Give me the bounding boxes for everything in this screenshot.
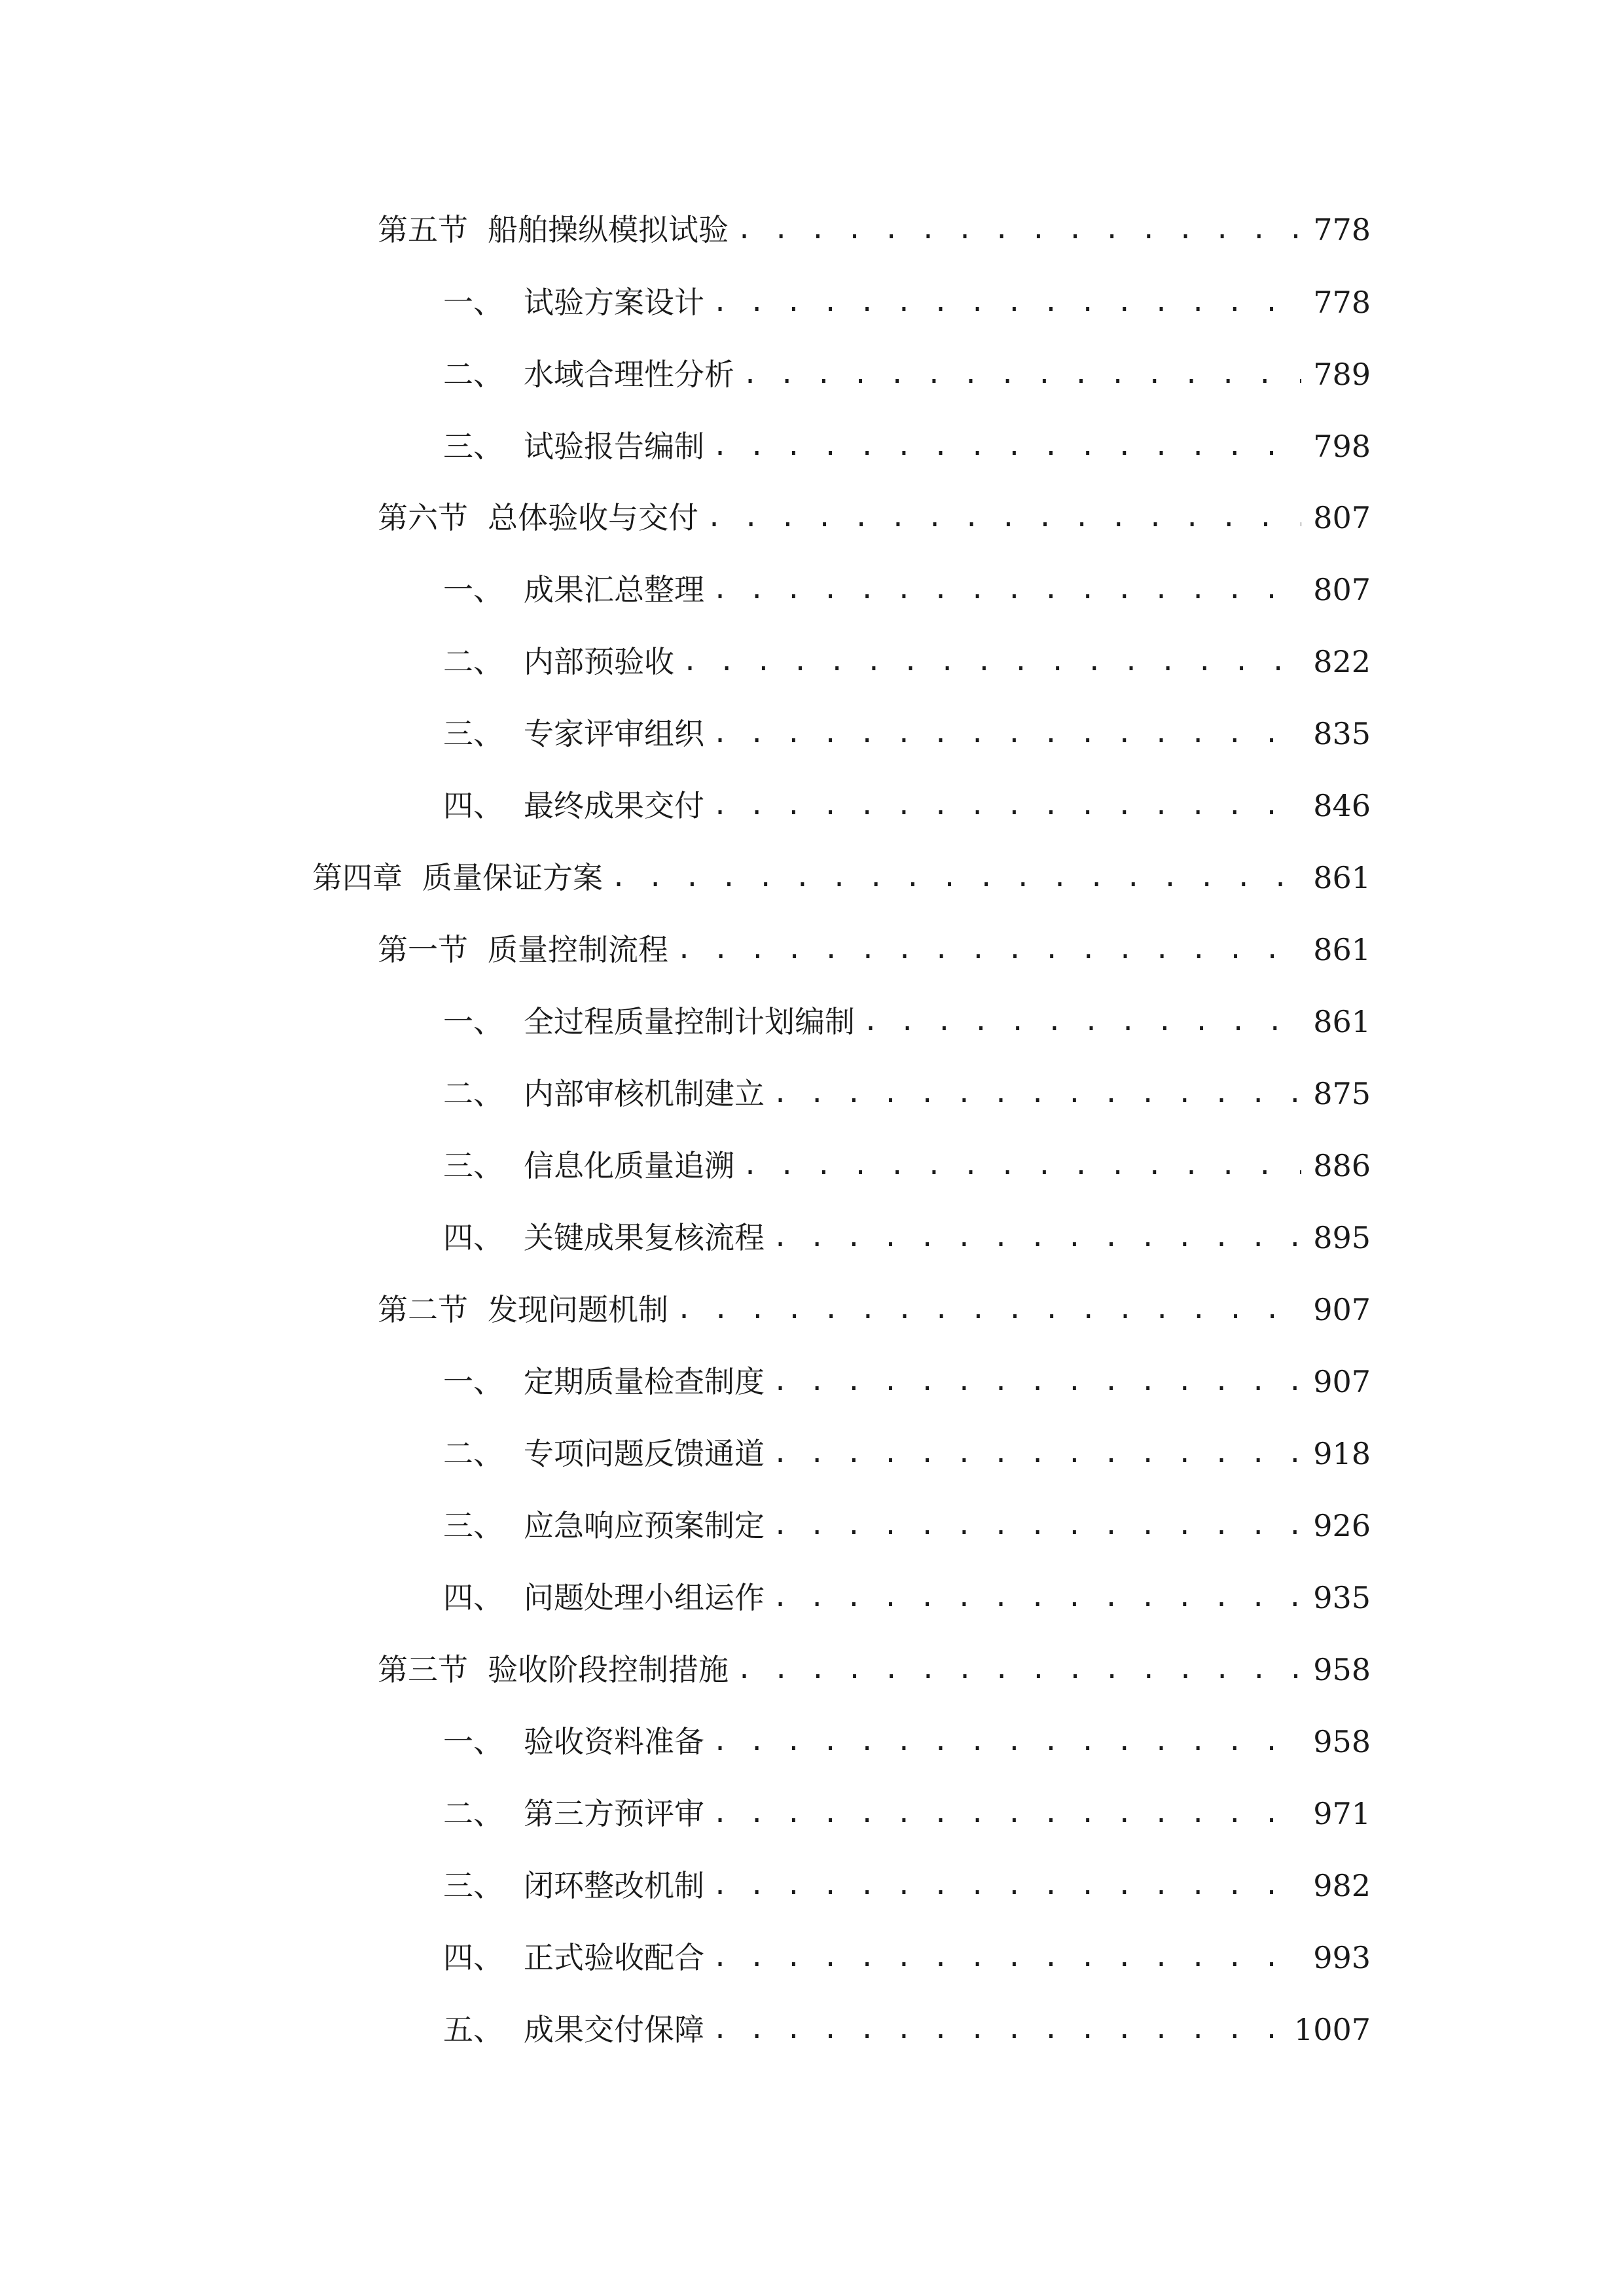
toc-entry-title: 应急响应预案制定	[524, 1508, 765, 1543]
toc-entry[interactable]	[443, 351, 1371, 397]
toc-entry[interactable]	[443, 423, 1371, 469]
toc-entry-page: 861	[1313, 1004, 1371, 1039]
toc-entry-page: 798	[1313, 429, 1371, 464]
toc-entry-page: 993	[1313, 1940, 1371, 1975]
toc-entry[interactable]	[443, 279, 1371, 325]
toc-entry-page: 875	[1313, 1076, 1371, 1111]
toc-entry[interactable]	[443, 1719, 1371, 1765]
toc-entry-number: 三、	[443, 716, 503, 751]
toc-entry-number: 四、	[443, 1580, 503, 1615]
dot-leader	[706, 495, 1301, 541]
toc-entry-page: 926	[1313, 1508, 1371, 1543]
toc-entry-page: 982	[1313, 1868, 1371, 1903]
toc-entry-page: 958	[1313, 1652, 1371, 1687]
toc-entry[interactable]	[443, 567, 1371, 613]
toc-entry-number: 第一节	[378, 932, 468, 967]
toc-entry-page: 935	[1313, 1580, 1371, 1615]
toc-entry-page: 807	[1313, 500, 1371, 535]
dot-leader	[863, 999, 1301, 1045]
toc-entry-title: 试验报告编制	[524, 429, 704, 464]
toc-entry-number: 三、	[443, 1508, 503, 1543]
dot-leader	[712, 423, 1301, 469]
dot-leader	[712, 1863, 1301, 1909]
toc-entry-number: 二、	[443, 644, 503, 679]
toc-entry[interactable]	[378, 207, 1371, 253]
toc-entry-number: 二、	[443, 1796, 503, 1831]
toc-entry[interactable]	[443, 1575, 1371, 1621]
toc-entry[interactable]	[443, 639, 1371, 685]
toc-entry-number: 四、	[443, 788, 503, 823]
toc-entry[interactable]	[443, 1935, 1371, 1981]
dot-leader	[712, 1935, 1301, 1981]
toc-entry-number: 二、	[443, 1436, 503, 1471]
toc-entry-page: 918	[1313, 1436, 1371, 1471]
toc-entry-title: 全过程质量控制计划编制	[524, 1004, 855, 1039]
dot-leader	[712, 279, 1301, 325]
toc-entry-title: 水域合理性分析	[524, 357, 734, 392]
dot-leader	[611, 855, 1301, 901]
dot-leader	[772, 1503, 1301, 1549]
toc-entry[interactable]	[443, 999, 1371, 1045]
toc-entry[interactable]	[312, 855, 1371, 901]
toc-entry[interactable]	[443, 1143, 1371, 1189]
toc-entry-title: 质量控制流程	[488, 932, 668, 967]
toc-entry-title: 成果交付保障	[524, 2012, 704, 2047]
toc-entry-page: 1007	[1293, 2012, 1371, 2047]
toc-entry-number: 第五节	[378, 212, 468, 247]
toc-entry-title: 成果汇总整理	[524, 572, 704, 607]
toc-entry-title: 问题处理小组运作	[524, 1580, 765, 1615]
toc-entry-page: 886	[1313, 1148, 1371, 1183]
toc-entry[interactable]	[443, 711, 1371, 757]
toc-entry[interactable]	[443, 1215, 1371, 1261]
dot-leader	[712, 1791, 1301, 1837]
dot-leader	[772, 1359, 1301, 1405]
toc-entry-number: 一、	[443, 1004, 503, 1039]
toc-entry-page: 958	[1313, 1724, 1371, 1759]
toc-entry[interactable]	[443, 1359, 1371, 1405]
toc-entry-title: 最终成果交付	[524, 788, 704, 823]
dot-leader	[712, 783, 1301, 829]
toc-entry-page: 789	[1313, 357, 1371, 392]
toc-entry-page: 971	[1313, 1796, 1371, 1831]
toc-entry[interactable]	[443, 1503, 1371, 1549]
dot-leader	[712, 1719, 1301, 1765]
toc-entry-number: 第四章	[312, 860, 403, 895]
toc-entry-title: 发现问题机制	[488, 1292, 668, 1327]
dot-leader	[736, 1647, 1301, 1693]
toc-entry-title: 试验方案设计	[524, 285, 704, 320]
dot-leader	[772, 1215, 1301, 1261]
toc-entry-number: 一、	[443, 572, 503, 607]
toc-entry-number: 第二节	[378, 1292, 468, 1327]
toc-entry-page: 907	[1313, 1292, 1371, 1327]
toc-entry-title: 质量保证方案	[422, 860, 603, 895]
toc-entry-title: 专项问题反馈通道	[524, 1436, 765, 1471]
toc-entry-page: 895	[1313, 1220, 1371, 1255]
toc-entry-number: 第三节	[378, 1652, 468, 1687]
toc-entry-title: 信息化质量追溯	[524, 1148, 734, 1183]
toc-entry-page: 778	[1313, 285, 1371, 320]
toc-entry[interactable]	[443, 1791, 1371, 1837]
toc-entry-page: 822	[1313, 644, 1371, 679]
toc-entry-title: 内部审核机制建立	[524, 1076, 765, 1111]
toc-entry-page: 778	[1313, 212, 1371, 247]
dot-leader	[676, 927, 1301, 973]
dot-leader	[772, 1071, 1301, 1117]
toc-entry-number: 二、	[443, 357, 503, 392]
toc-entry[interactable]	[378, 927, 1371, 973]
dot-leader	[712, 567, 1301, 613]
dot-leader	[712, 2007, 1282, 2053]
toc-entry-page: 835	[1313, 716, 1371, 751]
toc-entry-page: 861	[1313, 860, 1371, 895]
toc-entry-title: 正式验收配合	[524, 1940, 704, 1975]
toc-entry-number: 一、	[443, 1724, 503, 1759]
toc-entry-number: 三、	[443, 1868, 503, 1903]
dot-leader	[676, 1287, 1301, 1333]
dot-leader	[742, 351, 1301, 397]
toc-entry-page: 861	[1313, 932, 1371, 967]
toc-entry[interactable]	[443, 1431, 1371, 1477]
dot-leader	[712, 711, 1301, 757]
toc-entry[interactable]	[443, 2007, 1371, 2053]
toc-entry-title: 第三方预评审	[524, 1796, 704, 1831]
toc-entry[interactable]	[443, 1863, 1371, 1909]
toc-entry-number: 第六节	[378, 500, 468, 535]
toc-entry-title: 内部预验收	[524, 644, 674, 679]
toc-entry-title: 验收阶段控制措施	[488, 1652, 729, 1687]
toc-entry-page: 907	[1313, 1364, 1371, 1399]
toc-entry-number: 三、	[443, 1148, 503, 1183]
toc-entry-title: 总体验收与交付	[488, 500, 698, 535]
toc-entry-number: 四、	[443, 1940, 503, 1975]
toc-entry-number: 一、	[443, 1364, 503, 1399]
toc-entry[interactable]	[443, 783, 1371, 829]
toc-entry[interactable]	[378, 495, 1371, 541]
toc-entry-title: 验收资料准备	[524, 1724, 704, 1759]
dot-leader	[772, 1431, 1301, 1477]
toc-entry-title: 定期质量检查制度	[524, 1364, 765, 1399]
dot-leader	[742, 1143, 1301, 1189]
dot-leader	[736, 207, 1301, 253]
toc-entry-number: 二、	[443, 1076, 503, 1111]
toc-entry-title: 闭环整改机制	[524, 1868, 704, 1903]
toc-entry[interactable]	[443, 1071, 1371, 1117]
toc-entry-title: 专家评审组织	[524, 716, 704, 751]
toc-entry-page: 807	[1313, 572, 1371, 607]
dot-leader	[772, 1575, 1301, 1621]
toc-entry[interactable]	[378, 1647, 1371, 1693]
toc-entry-number: 四、	[443, 1220, 503, 1255]
toc-entry-number: 三、	[443, 429, 503, 464]
toc-entry-number: 五、	[443, 2012, 503, 2047]
toc-entry-title: 关键成果复核流程	[524, 1220, 765, 1255]
toc-entry-page: 846	[1313, 788, 1371, 823]
toc-entry[interactable]	[378, 1287, 1371, 1333]
dot-leader	[682, 639, 1301, 685]
toc-entry-number: 一、	[443, 285, 503, 320]
toc-entry-title: 船舶操纵模拟试验	[488, 212, 729, 247]
